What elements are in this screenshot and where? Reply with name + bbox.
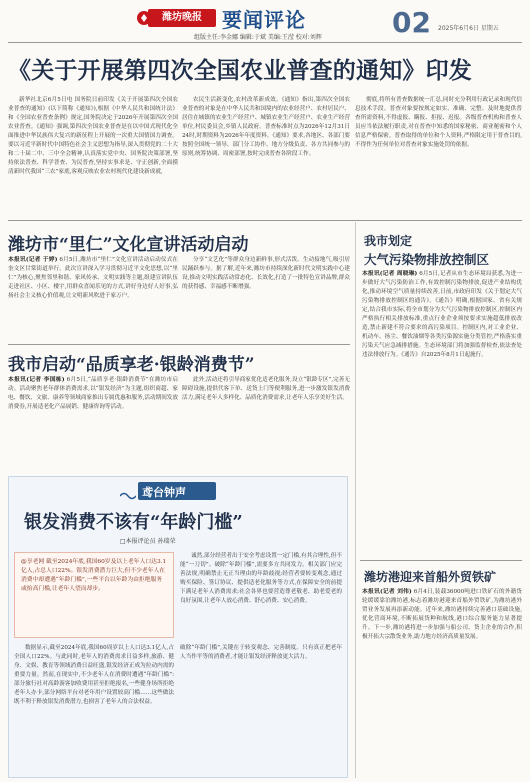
article-wenhua-col2 [182,256,350,340]
lead-article-col2-text: 农民生活新变化,农村改革新成效。《通知》指出,第四次全国农业普查的对象是在中华人民共和国境内的农业经营户、农村居民户、居住在城镇的农业生产经营户、城镇农业生产经营户、农业生产经营单位,村民委员会,乡镇人民政府。普查标准时点为2026年12月31日24时,时期资料为2026年年度资料。《通知》要求,各地区、各部门要按照全国统一领导、部门分工协作、地方分级负责、各方共同参与的原则,统筹协调、周密部署,按时完成普查各阶段工作。 [182,97,350,157]
article-air-headline-line1: 我市划定 [364,234,413,248]
article-yinling-col2-text: 此外,活动还将引导商家优化适老化服务,设立“银龄专区”,完善无障碍设施,提供代客下单、送货上门等便利服务,进一步激发银发消费活力,满足老年人多样化、品质化消费需求,让老年人乐享美好生活。 [182,377,350,401]
article-wenhua-divider [8,344,350,345]
commentary-tag-label: 鸢台钟声 [142,486,186,499]
article-air-text: 6月5日,记者从市生态环境局获悉,为进一步做好大气污染防治工作,有效控制污染物排放,促进产业结构优化,推动环境空气质量持续改善,日前,市政府印发《关于划定大气污染物排放控制区的通告》。《通告》明确,根据国家、省有关规定,结合我市实际,将全市划分为大气污染物排放控制区,控制区内严格执行相关排放标准,重点行业企业须按要求实施超低排放改造,禁止新建不符合要求的高污染项目。控制区内,对工业企业、机动车、扬尘、餐饮油烟等各类污染源实施分类管控,严格落实重污染天气应急减排措施。生态环境部门将加强监督检查,依法查处违法排放行为。《通告》自2025年8月1日起施行。 [362,271,522,358]
article-port-body [362,588,522,778]
header-divider [8,42,522,43]
lead-article-col1 [8,96,178,214]
lead-article-col3 [355,96,522,214]
article-yinling-col2 [182,376,350,466]
article-yinling-col1 [8,376,178,466]
column-separator [355,222,356,778]
section-title: 要闻评论 [222,8,306,32]
page-number: 02 [392,6,431,39]
issue-date: 2025年6月6日 星期五 [438,25,499,32]
commentary-col-right-top-text: 诚然,部分经营者出于安全考虑设置一定门槛,有其合理性,但不能“一刀切”。破除“年龄门槛”,需要多方共同发力。相关部门应完善法规,明确禁止无正当理由的年龄歧视;经营者要转变观念,通过购买保险、签订协议、提供适老化服务等方式,在保障安全的前提下满足老年人消费需求;社会各界也要营造尊老敬老、助老爱老的良好氛围,让老年人放心消费、舒心消费、安心消费。 [180,553,342,604]
commentary-pull-quote-text: @享老网 截至2024年底,我国60岁及以上老年人口达3.1亿人,占总人口22%。银发消费潜力巨大,但不少老年人在消费中却遭遇“年龄门槛”,一些平台以年龄为由拒绝服务或抬高门槛,让老年人望而却步。 [21,559,167,592]
right-divider [360,560,522,561]
commentary-headline: 银发消费不该有“年龄门槛” [24,512,243,533]
lead-article-col2 [182,96,350,214]
commentary-col-right-text: 破除“年龄门槛”,关键在于转变观念、完善制度。只有真正把老年人当作平等的消费者,才能让银发经济释放更大活力。 [180,645,342,660]
commentary-col-left-text: 数据显示,截至2024年底,我国60周岁以上人口达3.1亿人,占全国人口22%。与此同时,老年人的消费需求日益多样,旅游、健身、文娱、教育等领域消费日益旺盛,银发经济正成为拉动内需的重要力量。然而,在现实中,不少老年人在消费时遭遇“年龄门槛”:部分旅行社对高龄游客加收费用甚至拒绝报名,一些健身场所拒绝老年人办卡,部分网络平台对老年用户设置较高门槛……这些做法既不利于释放银发消费潜力,也损害了老年人的合法权益。 [14,645,174,705]
article-wenhua-col2-text: 分享“文艺化”等群众身边新鲜事,形式活泼、生动接地气,吸引居民踊跃参与。据了解,近年来,潍坊市持续深化新时代文明实践中心建设,推动文明实践活动常态化、长效化,打造了一批特色宣讲品牌,群众的获得感、幸福感不断增强。 [182,257,350,290]
article-yinling-col1-text: 6月5日,“品质享老·银龄消费节”在潍坊市启动。活动聚焦老年群体消费需求,以“银发经济”为主题,组织商超、家电、餐饮、文旅、康养等领域商家推出专属优惠和服务,活动期间发放消费券,开展适老化产品展销、健康咨询等活动。 [8,377,178,410]
newspaper-logo: 潍坊晚报 [148,9,216,27]
article-air-byline: 本报讯(记者 周晓琳) [362,271,418,277]
article-wenhua-col1-text: 6月5日,潍坊市“里仁”文化宣讲活动启动仪式在奎文区甘棠街道举行。此次宣讲深入学习贯彻习近平文化思想,以“里仁”为核心,聚焦邻里和谐、家风传承、文明实践等主题,组建宣讲队伍走进社区、小区、楼宇,用群众喜闻乐见的方式,讲好身边好人好事,弘扬社会主义核心价值观,让文明新风吹进千家万户。 [8,257,178,299]
commentary-col-left [14,644,174,772]
commentary-byline: □本报评论员 孙瑞荣 [120,538,176,545]
commentary-col-right-top [180,552,342,638]
lead-divider [8,220,522,221]
article-port-headline: 潍坊港迎来首船外贸铁矿 [364,570,497,584]
article-air-headline-line2: 大气污染物排放控制区 [364,252,490,267]
article-yinling-byline: 本报讯(记者 李国栋) [8,377,65,383]
article-yinling-headline: 我市启动“品质享老·银龄消费节” [8,355,255,375]
lead-headline: 《关于开展第四次全国农业普查的通知》印发 [8,57,472,84]
editorial-credits: 组版主任:李金娜 编辑:于斌 美编:王滢 校对:刘辉 [194,34,322,41]
article-wenhua-byline: 本报讯(记者 于婷) [8,257,58,263]
article-air-body [362,270,522,552]
commentary-col-right [180,644,342,772]
article-port-text: 6月4日,装载36000吨进口铁矿石的外籍货轮缓缓靠泊潍坊港,标志着潍坊港迎来首船外贸铁矿,为潍坊港外贸业务发展再添新动能。近年来,潍坊港持续完善港口基础设施,优化营商环境,不断拓展货种和航线,港口综合服务能力显著提升。下一步,潍坊港将进一步加强与船公司、货主企业的合作,积极开拓大宗散货业务,助力地方经济高质量发展。 [362,589,522,640]
commentary-pull-quote [14,552,174,638]
lead-article-col1-text: 新华社北京6月5日电 国务院日前印发《关于开展第四次全国农业普查的通知》(以下简称《通知》),根据《中华人民共和国统计法》和《全国农业普查条例》规定,国务院决定于2026年开展第四次全国农业普查。《通知》强调,第四次全国农业普查是在以中国式现代化全面推进中华民族伟大复兴的新征程上开展的一次重大国情国力调查。要以习近平新时代中国特色社会主义思想为指导,深入贯彻党的二十大和二十届二中、三中全会精神,认真落实党中央、国务院决策部署,坚持依法普查、科学普查、为民普查,坚持实事求是、守正创新,全面摸清新时代我国“三农”家底,客观反映农业农村现代化建设新成就, [8,97,178,175]
lead-article-col3-text: 彻底,将所有普查数据统一汇总,同时充分利用行政记录和现代信息技术手段。普查对象要按规定如实、准确、完整、及时地提供普查所需资料,不得虚报、瞒报、拒报、迟报。各级普查机构和普查人员应当依法履行职责,对在普查中知悉的国家秘密、商业秘密和个人信息严格保密。普查取得的单位和个人资料,严格限定用于普查目的,不得作为任何单位对普查对象实施处罚的依据。 [355,97,522,148]
article-wenhua-headline: 潍坊市“里仁”文化宣讲活动启动 [8,235,249,255]
article-wenhua-col1 [8,256,178,340]
commentary-ornament-icon [120,486,136,496]
article-port-byline: 本报讯(记者 刘伟) [362,589,412,595]
